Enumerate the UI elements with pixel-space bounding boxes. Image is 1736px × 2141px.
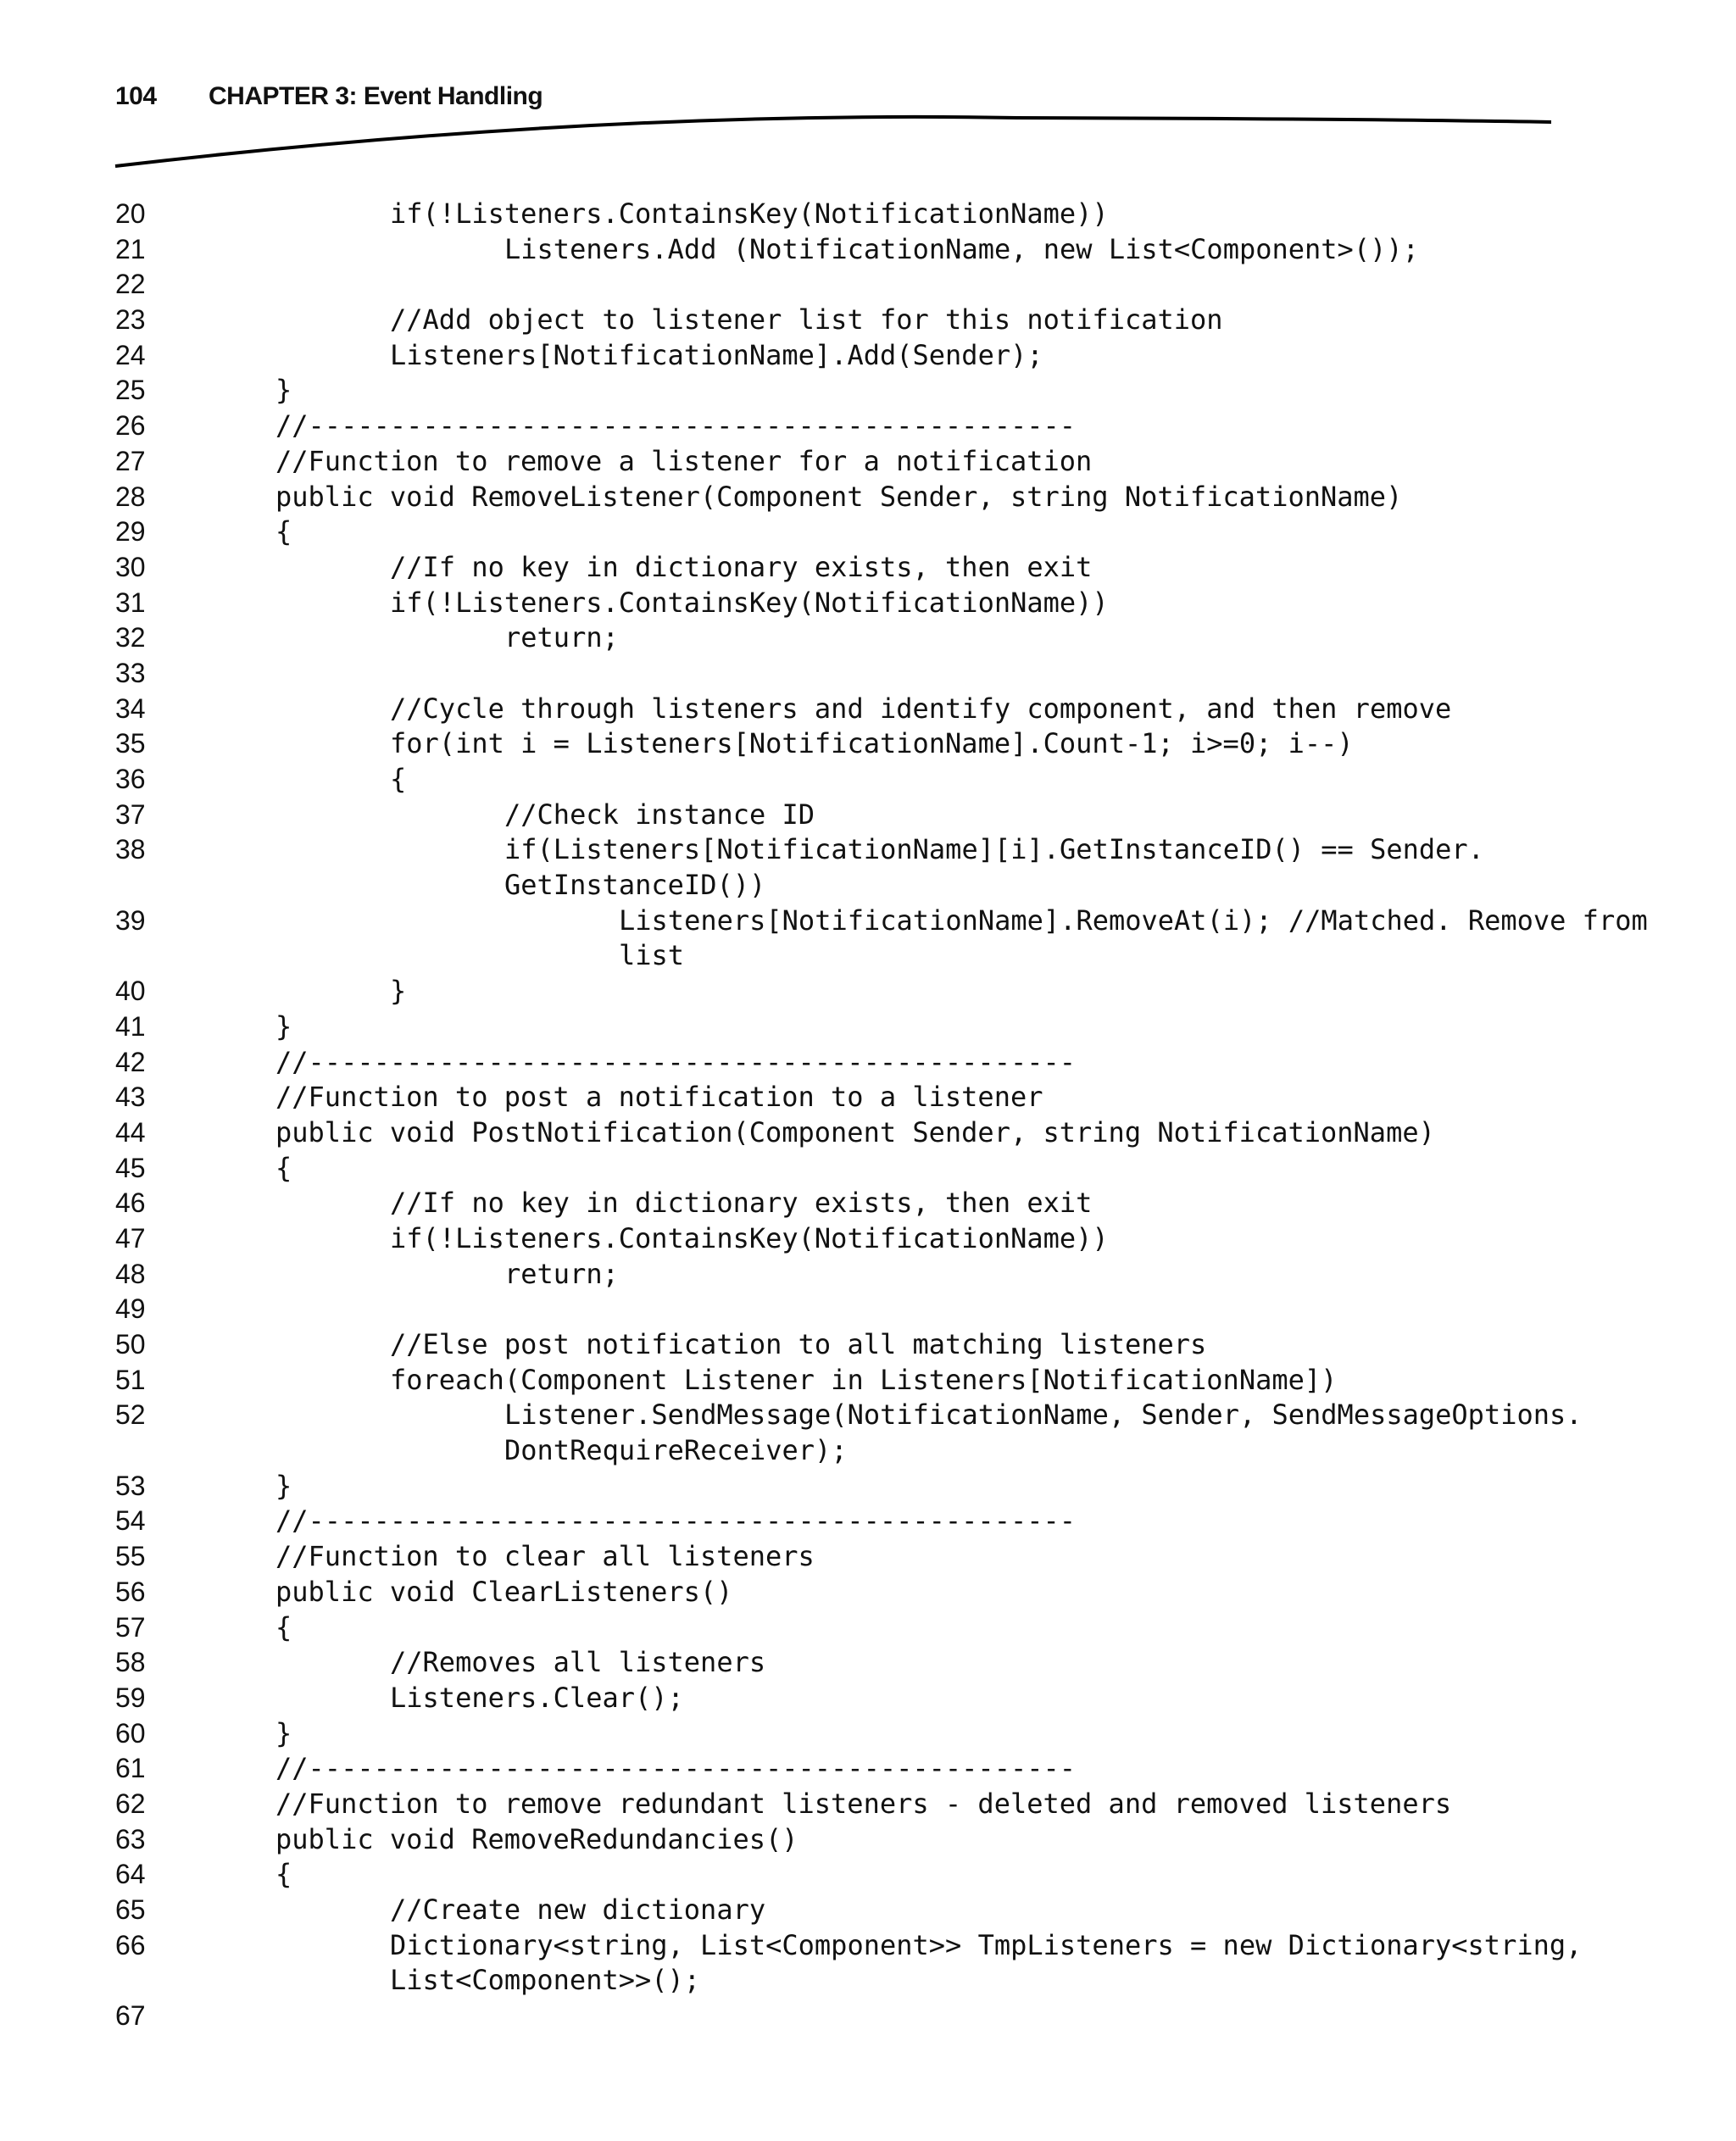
line-number: 60 bbox=[115, 1717, 146, 1749]
line-number: 52 bbox=[115, 1399, 146, 1431]
code-line bbox=[0, 1469, 1736, 1504]
code-line bbox=[0, 1575, 1736, 1610]
code-line bbox=[0, 1610, 1736, 1646]
code-line bbox=[0, 1398, 1736, 1468]
code-text: //Add object to listener list for this notification bbox=[390, 303, 1223, 336]
code-text: if(!Listeners.ContainsKey(NotificationName)) bbox=[390, 1221, 1109, 1254]
code-line bbox=[0, 514, 1736, 550]
chapter-title: CHAPTER 3: Event Handling bbox=[209, 82, 543, 110]
code-line bbox=[0, 267, 1736, 303]
line-number: 36 bbox=[115, 764, 146, 794]
code-line bbox=[0, 444, 1736, 480]
line-number: 47 bbox=[115, 1222, 146, 1254]
code-text: if(!Listeners.ContainsKey(NotificationName)) bbox=[390, 586, 1109, 619]
code-line bbox=[0, 1504, 1736, 1539]
line-number: 23 bbox=[115, 304, 146, 336]
code-text: Listener.SendMessage(NotificationName, Sender, SendMessageOptions. bbox=[504, 1399, 1583, 1432]
code-line bbox=[0, 1080, 1736, 1115]
line-number: 29 bbox=[115, 516, 146, 548]
code-line bbox=[0, 692, 1736, 727]
code-line bbox=[0, 1257, 1736, 1293]
line-number: 33 bbox=[115, 657, 146, 688]
code-text: public void PostNotification(Component Sender, string NotificationName) bbox=[275, 1115, 1435, 1148]
line-number: 55 bbox=[115, 1541, 146, 1572]
line-number: 59 bbox=[115, 1682, 146, 1713]
code-line bbox=[0, 656, 1736, 692]
code-line bbox=[0, 620, 1736, 656]
line-number: 28 bbox=[115, 481, 146, 512]
code-text: public void RemoveRedundancies() bbox=[275, 1822, 798, 1855]
line-number: 26 bbox=[115, 410, 146, 442]
code-text: Listeners.Clear(); bbox=[390, 1681, 684, 1714]
code-line bbox=[0, 1045, 1736, 1081]
code-line bbox=[0, 1292, 1736, 1327]
line-number: 65 bbox=[115, 1894, 146, 1926]
code-line bbox=[0, 1186, 1736, 1221]
line-number: 67 bbox=[115, 2000, 146, 2032]
code-line bbox=[0, 1822, 1736, 1858]
line-number: 34 bbox=[115, 692, 146, 724]
code-line bbox=[0, 1151, 1736, 1187]
code-text: { bbox=[390, 763, 407, 795]
code-line bbox=[0, 798, 1736, 833]
line-number: 64 bbox=[115, 1859, 146, 1890]
code-line bbox=[0, 1681, 1736, 1716]
code-line bbox=[0, 338, 1736, 374]
code-line bbox=[0, 373, 1736, 409]
line-number: 40 bbox=[115, 976, 146, 1007]
code-text-continuation: list bbox=[619, 939, 685, 972]
code-text: public void RemoveListener(Component Sender, string NotificationName) bbox=[275, 480, 1403, 513]
code-text: //----------------------------------------------- bbox=[275, 409, 1077, 442]
line-number: 37 bbox=[115, 798, 146, 830]
line-number: 31 bbox=[115, 587, 146, 618]
line-number: 25 bbox=[115, 375, 146, 406]
code-line bbox=[0, 232, 1736, 268]
line-number: 30 bbox=[115, 551, 146, 582]
code-text: if(!Listeners.ContainsKey(NotificationName)) bbox=[390, 197, 1109, 230]
line-number: 24 bbox=[115, 339, 146, 370]
code-text: } bbox=[275, 1469, 292, 1502]
code-line bbox=[0, 409, 1736, 444]
code-text: return; bbox=[504, 621, 619, 654]
line-number: 53 bbox=[115, 1470, 146, 1501]
code-text: //Cycle through listeners and identify component, and then remove bbox=[390, 692, 1452, 725]
code-text: { bbox=[275, 1858, 292, 1891]
code-text: //Check instance ID bbox=[504, 798, 815, 831]
code-line bbox=[0, 586, 1736, 621]
line-number: 20 bbox=[115, 198, 146, 229]
line-number: 44 bbox=[115, 1116, 146, 1148]
line-number: 27 bbox=[115, 445, 146, 476]
code-text: //----------------------------------------------- bbox=[275, 1504, 1077, 1538]
code-text: //Function to clear all listeners bbox=[275, 1540, 815, 1573]
line-number: 42 bbox=[115, 1046, 146, 1077]
code-line bbox=[0, 1999, 1736, 2034]
code-text-continuation: GetInstanceID()) bbox=[504, 869, 766, 902]
line-number: 57 bbox=[115, 1611, 146, 1643]
code-line bbox=[0, 1327, 1736, 1363]
line-number: 58 bbox=[115, 1647, 146, 1678]
code-text: Listeners[NotificationName].RemoveAt(i); //Matched. Remove from bbox=[619, 904, 1648, 937]
code-text: foreach(Component Listener in Listeners[NotificationName]) bbox=[390, 1363, 1338, 1396]
code-text: //Else post notification to all matching listeners bbox=[390, 1328, 1207, 1361]
code-text: } bbox=[275, 1716, 292, 1749]
code-text: //----------------------------------------------- bbox=[275, 1045, 1077, 1078]
code-text: } bbox=[275, 1009, 292, 1043]
code-text: if(Listeners[NotificationName][i].GetInstanceID() == Sender. bbox=[504, 833, 1484, 866]
code-text: //Function to post a notification to a listener bbox=[275, 1081, 1043, 1114]
line-number: 35 bbox=[115, 728, 146, 759]
line-number: 48 bbox=[115, 1258, 146, 1289]
code-line bbox=[0, 762, 1736, 798]
code-text: //If no key in dictionary exists, then exit bbox=[390, 1187, 1093, 1220]
code-listing bbox=[0, 197, 1736, 2034]
code-text: Listeners[NotificationName].Add(Sender); bbox=[390, 338, 1043, 371]
line-number: 32 bbox=[115, 622, 146, 653]
code-text: //Removes all listeners bbox=[390, 1646, 766, 1679]
code-line bbox=[0, 904, 1736, 974]
code-text: //----------------------------------------------- bbox=[275, 1752, 1077, 1785]
line-number: 63 bbox=[115, 1823, 146, 1855]
code-line bbox=[0, 480, 1736, 515]
page-number: 104 bbox=[115, 82, 157, 110]
page-header bbox=[115, 78, 542, 115]
code-line bbox=[0, 1751, 1736, 1787]
code-line bbox=[0, 1115, 1736, 1151]
line-number: 45 bbox=[115, 1152, 146, 1183]
code-text-continuation: List<Component>>(); bbox=[390, 1964, 701, 1997]
code-line bbox=[0, 1363, 1736, 1399]
code-line bbox=[0, 1857, 1736, 1893]
code-line bbox=[0, 1645, 1736, 1681]
code-line bbox=[0, 1928, 1736, 1999]
line-number: 46 bbox=[115, 1187, 146, 1219]
code-text: { bbox=[275, 515, 292, 548]
code-line bbox=[0, 1009, 1736, 1045]
code-text: Dictionary<string, List<Component>> TmpListeners = new Dictionary<string, bbox=[390, 1928, 1583, 1961]
line-number: 54 bbox=[115, 1505, 146, 1537]
code-line bbox=[0, 1787, 1736, 1822]
code-text: for(int i = Listeners[NotificationName].Count-1; i>=0; i--) bbox=[390, 727, 1354, 760]
line-number: 21 bbox=[115, 233, 146, 264]
code-line bbox=[0, 303, 1736, 338]
code-text: { bbox=[275, 1151, 292, 1184]
code-text: Listeners.Add (NotificationName, new List<Component>()); bbox=[504, 232, 1419, 265]
line-number: 61 bbox=[115, 1753, 146, 1784]
code-line bbox=[0, 1539, 1736, 1575]
line-number: 62 bbox=[115, 1788, 146, 1819]
line-number: 66 bbox=[115, 1929, 146, 1960]
line-number: 22 bbox=[115, 269, 146, 300]
line-number: 38 bbox=[115, 834, 146, 865]
code-text: { bbox=[275, 1610, 292, 1643]
code-text: //Create new dictionary bbox=[390, 1894, 766, 1927]
code-text: //If no key in dictionary exists, then exit bbox=[390, 550, 1093, 583]
code-text: } bbox=[275, 374, 292, 407]
line-number: 39 bbox=[115, 904, 146, 936]
code-line bbox=[0, 1716, 1736, 1752]
code-text: return; bbox=[504, 1257, 619, 1290]
code-text: public void ClearListeners() bbox=[275, 1575, 733, 1608]
line-number: 51 bbox=[115, 1364, 146, 1395]
code-text-continuation: DontRequireReceiver); bbox=[504, 1434, 848, 1467]
code-line bbox=[0, 197, 1736, 232]
code-text: //Function to remove a listener for a notification bbox=[275, 444, 1093, 477]
code-line bbox=[0, 1221, 1736, 1257]
code-line bbox=[0, 726, 1736, 762]
code-text: //Function to remove redundant listeners - deleted and removed listeners bbox=[275, 1787, 1452, 1820]
line-number: 56 bbox=[115, 1576, 146, 1607]
code-line bbox=[0, 1893, 1736, 1928]
code-line bbox=[0, 974, 1736, 1009]
line-number: 43 bbox=[115, 1082, 146, 1113]
code-line bbox=[0, 550, 1736, 586]
code-line bbox=[0, 832, 1736, 903]
line-number: 49 bbox=[115, 1293, 146, 1325]
code-text: } bbox=[390, 975, 407, 1008]
line-number: 50 bbox=[115, 1329, 146, 1360]
line-number: 41 bbox=[115, 1010, 146, 1042]
